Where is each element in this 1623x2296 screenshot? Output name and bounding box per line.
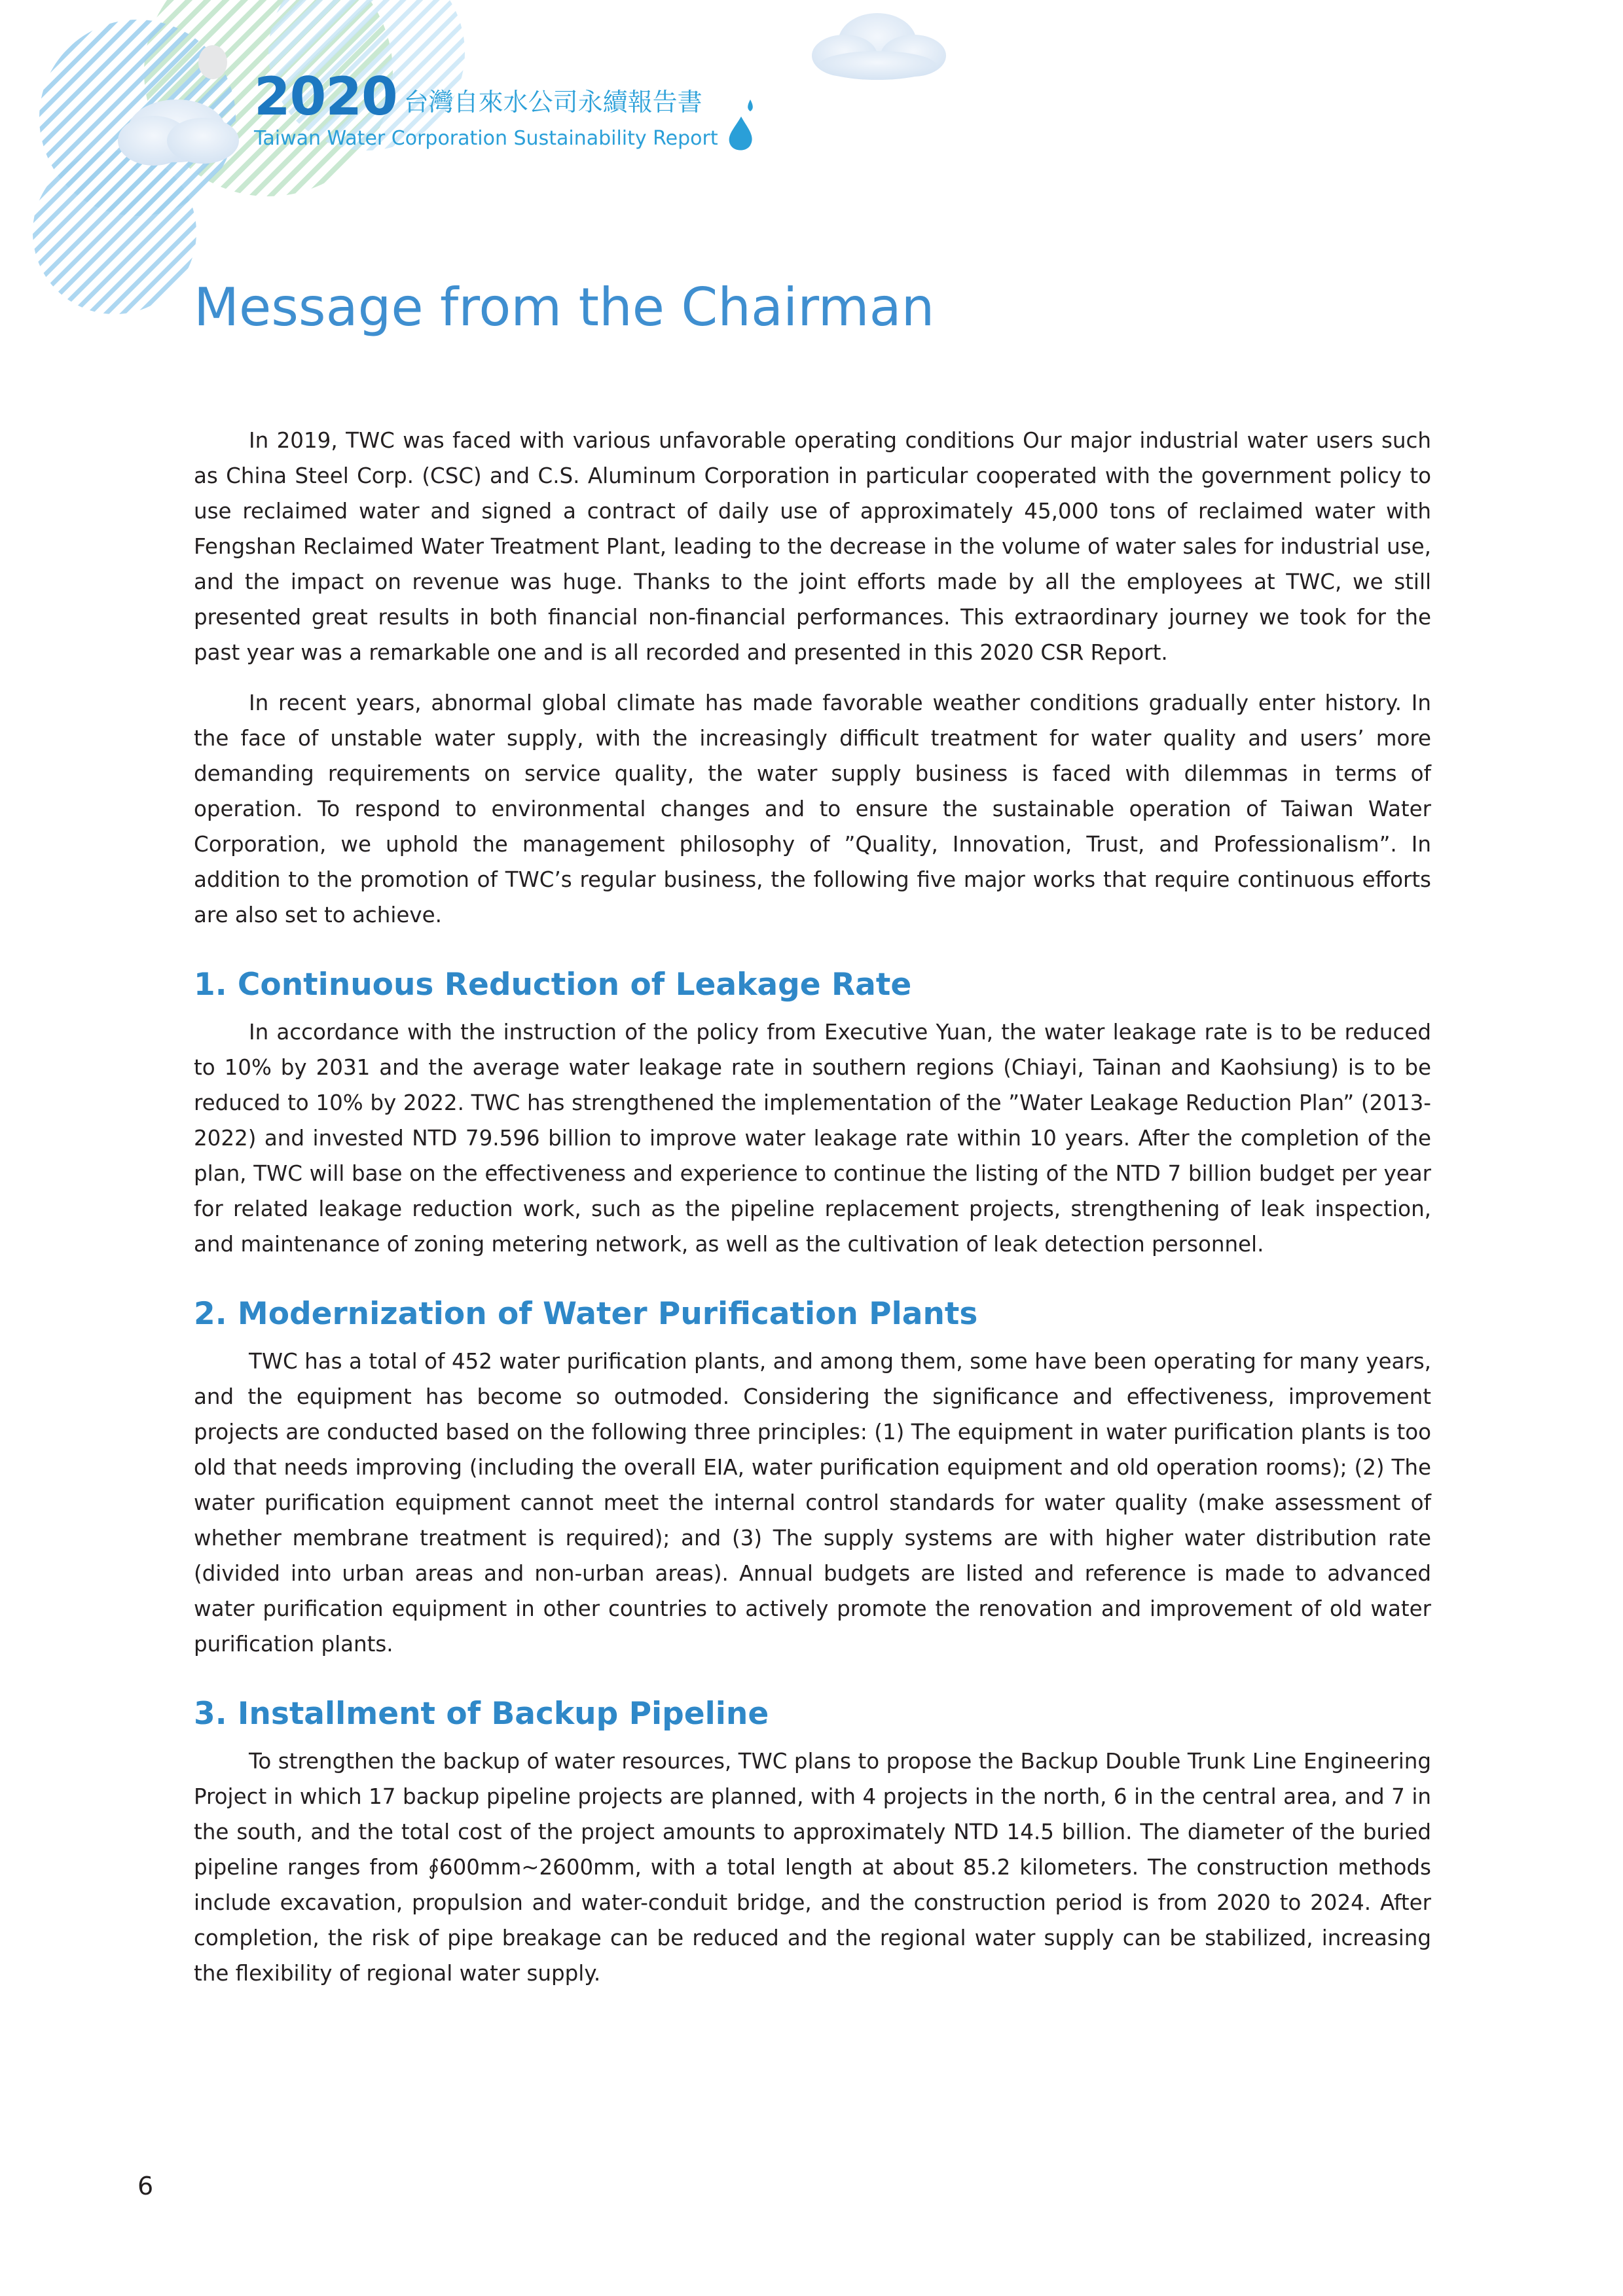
page-number: 6 <box>137 2172 154 2200</box>
section-heading: 1. Continuous Reduction of Leakage Rate <box>194 967 912 1003</box>
section-paragraph: TWC has a total of 452 water purification plants, and among them, some have been operating for many years, and the equipment has become so outmoded. Considering the significance and effectiveness, improvement projects are conducted based on the following three principles: (1) The equipment in water purification plants is too old that needs improving (including the overall EIA, water purification equipment and old operation rooms); (2) The water purification equipment cannot meet the internal control standards for water quality (make assessment of whether membrane treatment is required); and (3) The supply systems are with higher water distribution rate (divided into urban areas and non-urban areas). Annual budgets are listed and reference is made to advanced water purification equipment in other countries to actively promote the renovation and improvement of old water purification plants. <box>194 1349 1431 1657</box>
cloud-icon-right <box>812 13 946 80</box>
report-title-zh: 台灣自來水公司永續報告書 <box>403 88 702 117</box>
report-header <box>254 66 718 150</box>
report-title-en: Taiwan Water Corporation Sustainability Report <box>254 127 718 150</box>
intro-paragraph: In 2019, TWC was faced with various unfavorable operating conditions Our major industrial water users such as China Steel Corp. (CSC) and C.S. Aluminum Corporation in particular cooperated with the government policy to use reclaimed water and signed a contract of daily use of approximately 45,000 tons of reclaimed water with Fengshan Reclaimed Water Treatment Plant, leading to the decrease in the volume of water sales for industrial use, and the impact on revenue was huge. Thanks to the joint efforts made by all the employees at TWC, we still presented great results in both financial non-financial performances. This extraordinary journey we took for the past year was a remarkable one and is all recorded and presented in this 2020 CSR Report. <box>194 428 1431 665</box>
intro-paragraph: In recent years, abnormal global climate has made favorable weather conditions gradually enter history. In the face of unstable water supply, with the increasingly difficult treatment for water quality and users’ more demanding requirements on service quality, the water supply business is faced with dilemmas in terms of operation. To respond to environmental changes and to ensure the sustainable operation of Taiwan Water Corporation, we uphold the management philosophy of ”Quality, Innovation, Trust, and Professionalism”. In addition to the promotion of TWC’s regular business, the following five major works that require continuous efforts are also set to achieve. <box>194 691 1431 927</box>
balloon-icon <box>198 45 227 79</box>
main-content <box>194 423 1431 2006</box>
section-heading: 3. Installment of Backup Pipeline <box>194 1696 769 1732</box>
report-year: 2020 <box>254 66 397 127</box>
water-drop-icon <box>727 98 758 154</box>
page-title: Message from the Chairman <box>194 277 935 338</box>
section-paragraph: In accordance with the instruction of the policy from Executive Yuan, the water leakage rate is to be reduced to 10% by 2031 and the average water leakage rate in southern regions (Chiayi, Tainan and Kaohsiung) is to be reduced to 10% by 2022. TWC has strengthened the implementation of the ”Water Leakage Reduction Plan” (2013-2022) and invested NTD 79.596 billion to improve water leakage rate within 10 years. After the completion of the plan, TWC will base on the effectiveness and experience to continue the listing of the NTD 7 billion budget per year for related leakage reduction work, such as the pipeline replacement projects, strengthening of leak inspection, and maintenance of zoning metering network, as well as the cultivation of leak detection personnel. <box>194 1020 1431 1257</box>
section-paragraph: To strengthen the backup of water resources, TWC plans to propose the Backup Double Trunk Line Engineering Project in which 17 backup pipeline projects are planned, with 4 projects in the north, 6 in the central area, and 7 in the south, and the total cost of the project amounts to approximately NTD 14.5 billion. The diameter of the buried pipeline ranges from ∮600mm~2600mm, with a total length at about 85.2 kilometers. The construction methods include excavation, propulsion and water-conduit bridge, and the construction period is from 2020 to 2024. After completion, the risk of pipe breakage can be reduced and the regional water supply can be stabilized, increasing the flexibility of regional water supply. <box>194 1749 1431 1986</box>
section-heading: 2. Modernization of Water Purification Plants <box>194 1296 978 1332</box>
